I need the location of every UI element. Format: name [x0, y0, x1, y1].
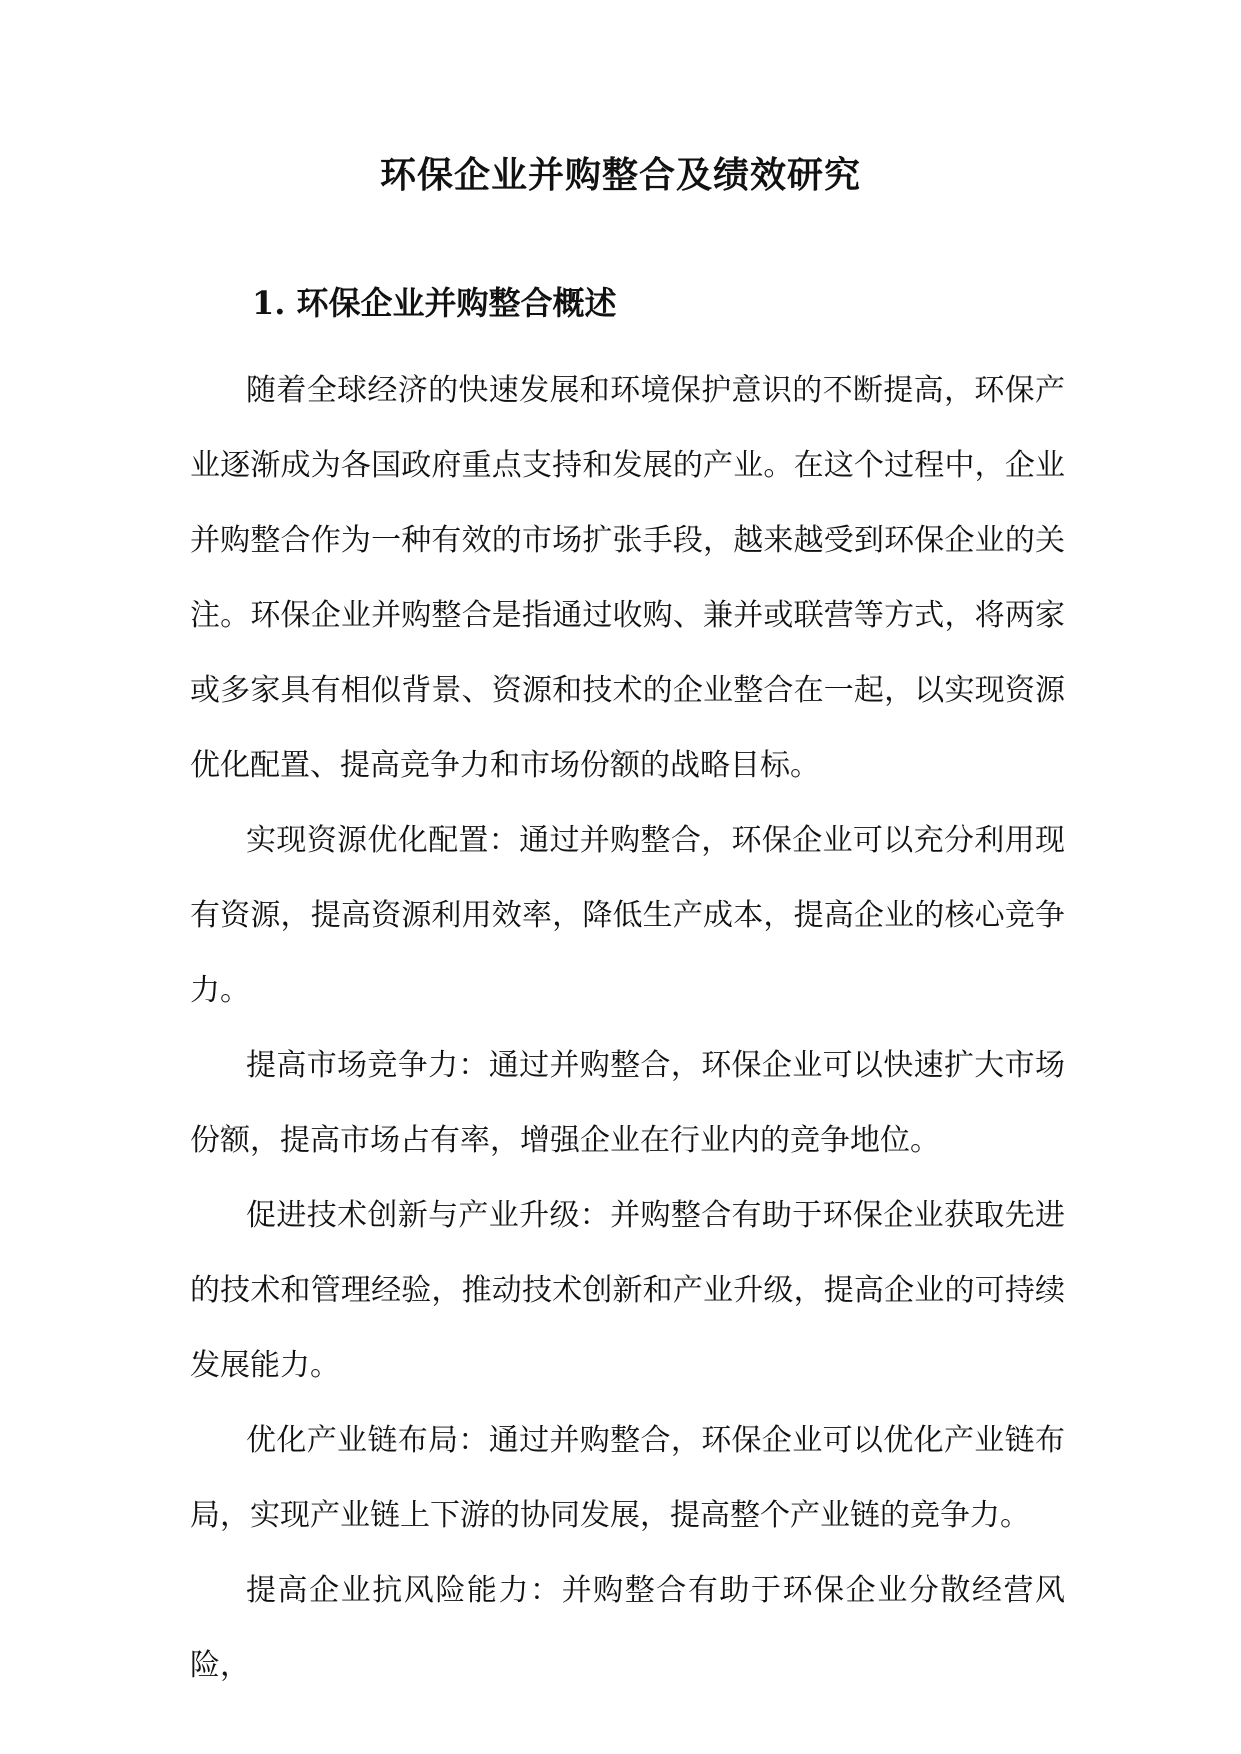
paragraph: 优化产业链布局：通过并购整合，环保企业可以优化产业链布局，实现产业链上下游的协同发展，提高整个产业链的竞争力。: [190, 1423, 1065, 1533]
document-title: 环保企业并购整合及绩效研究: [379, 154, 861, 196]
paragraph: 随着全球经济的快速发展和环境保护意识的不断提高，环保产业逐渐成为各国政府重点支持和发展的产业。在这个过程中，企业并购整合作为一种有效的市场扩张手段，越来越受到环保企业的关注。环保企业并购整合是指通过收购、兼并或联营等方式，将两家或多家具有相似背景、资源和技术的企业整合在一起，以实现资源优化配置、提高竞争力和市场份额的战略目标。: [190, 373, 1065, 783]
paragraph: 提高市场竞争力：通过并购整合，环保企业可以快速扩大市场份额，提高市场占有率，增强企业在行业内的竞争地位。: [190, 1048, 1065, 1158]
body-text: [190, 353, 1065, 1703]
section-heading: 1. 环保企业并购整合概述: [252, 284, 617, 322]
paragraph: 实现资源优化配置：通过并购整合，环保企业可以充分利用现有资源，提高资源利用效率，降低生产成本，提高企业的核心竞争力。: [190, 823, 1065, 1008]
paragraph: 提高企业抗风险能力：并购整合有助于环保企业分散经营风险，: [190, 1573, 1065, 1683]
paragraph: 促进技术创新与产业升级：并购整合有助于环保企业获取先进的技术和管理经验，推动技术创新和产业升级，提高企业的可持续发展能力。: [190, 1198, 1065, 1383]
